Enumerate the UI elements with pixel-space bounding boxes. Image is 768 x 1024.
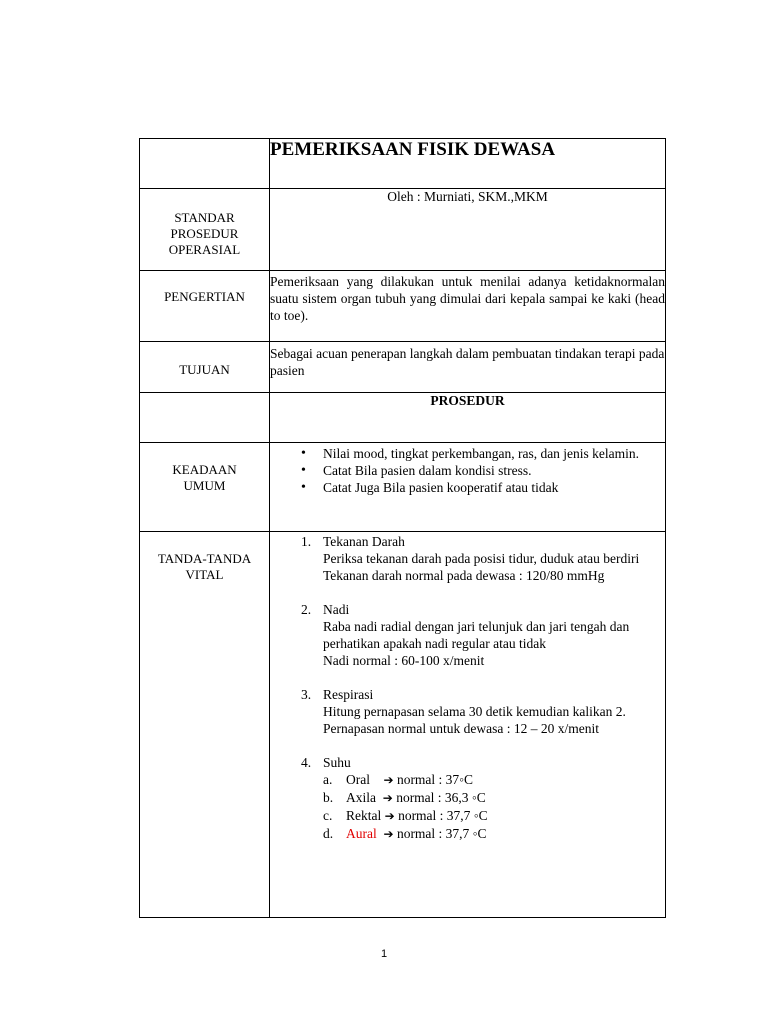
tanda-vital-cell bbox=[270, 532, 666, 918]
vital-signs-list bbox=[270, 533, 665, 843]
tanda-vital-label: TANDA-TANDA VITAL bbox=[140, 532, 270, 918]
arrow-right-icon: ➔ bbox=[382, 791, 393, 805]
keadaan-umum-label: KEADAAN UMUM bbox=[140, 443, 270, 532]
bullet-icon: • bbox=[301, 463, 306, 478]
tujuan-row bbox=[140, 342, 666, 393]
suhu-list bbox=[323, 771, 659, 843]
list-item: • Catat Bila pasien dalam kondisi stress. bbox=[301, 463, 532, 478]
bullet-icon: • bbox=[301, 480, 306, 495]
tujuan-text: Sebagai acuan penerapan langkah dalam pembuatan tindakan terapi pada pasien bbox=[270, 342, 666, 393]
vital-item-nadi: 2. Nadi Raba nadi radial dengan jari telunjuk dan jari tengah dan perhatikan apakah nadi regular atau tidak Nadi normal : 60-100 x/menit bbox=[301, 602, 630, 668]
pengertian-text: Pemeriksaan yang dilakukan untuk menilai adanya ketidaknormalan suatu sistem organ tubuh yang dimulai dari kepala sampai ke kaki (head to toe). bbox=[270, 271, 666, 342]
sop-table bbox=[139, 138, 666, 918]
suhu-item-oral: a. Oral ➔ normal : 37◦C bbox=[323, 772, 473, 787]
title-row bbox=[140, 139, 666, 189]
vital-item-tekanan-darah: 1. Tekanan Darah Periksa tekanan darah pada posisi tidur, duduk atau berdiri Tekanan darah normal pada dewasa : 120/80 mmHg bbox=[301, 534, 640, 583]
pengertian-label: PENGERTIAN bbox=[140, 271, 270, 342]
vital-item-suhu: 4. Suhu a. Oral ➔ normal : 37◦C b. Axila ➔ normal : 36,3 ◦C c. Rektal ➔ normal : 37,7 ◦C d. Aural ➔ normal : 37,7 ◦C bbox=[323, 754, 659, 843]
tanda-vital-row bbox=[140, 532, 666, 918]
page-number: 1 bbox=[380, 948, 388, 960]
list-item: • Nilai mood, tingkat perkembangan, ras, dan jenis kelamin. bbox=[301, 446, 640, 461]
aural-highlight: Aural bbox=[346, 826, 377, 841]
keadaan-umum-row bbox=[140, 443, 666, 532]
arrow-right-icon: ➔ bbox=[383, 773, 394, 787]
author-line: Oleh : Murniati, SKM.,MKM bbox=[270, 189, 666, 271]
empty-cell bbox=[140, 139, 270, 189]
document-title: PEMERIKSAAN FISIK DEWASA bbox=[270, 139, 666, 189]
pengertian-row bbox=[140, 271, 666, 342]
standar-row bbox=[140, 189, 666, 271]
arrow-right-icon: ➔ bbox=[383, 827, 394, 841]
arrow-right-icon: ➔ bbox=[384, 809, 395, 823]
prosedur-row bbox=[140, 393, 666, 443]
suhu-item-rektal: c. Rektal ➔ normal : 37,7 ◦C bbox=[323, 808, 488, 823]
bullet-icon: • bbox=[301, 446, 306, 461]
empty-cell bbox=[140, 393, 270, 443]
suhu-item-axila: b. Axila ➔ normal : 36,3 ◦C bbox=[323, 790, 486, 805]
keadaan-umum-list bbox=[270, 445, 665, 496]
list-item: • Catat Juga Bila pasien kooperatif atau tidak bbox=[301, 480, 559, 495]
vital-item-respirasi: 3. Respirasi Hitung pernapasan selama 30 detik kemudian kalikan 2. Pernapasan normal untuk dewasa : 12 – 20 x/menit bbox=[301, 687, 626, 736]
keadaan-umum-cell bbox=[270, 443, 666, 532]
suhu-item-aural: d. Aural ➔ normal : 37,7 ◦C bbox=[323, 826, 487, 841]
tujuan-label: TUJUAN bbox=[140, 342, 270, 393]
prosedur-heading: PROSEDUR bbox=[270, 393, 666, 443]
standar-label: STANDAR PROSEDUR OPERASIAL bbox=[140, 189, 270, 271]
